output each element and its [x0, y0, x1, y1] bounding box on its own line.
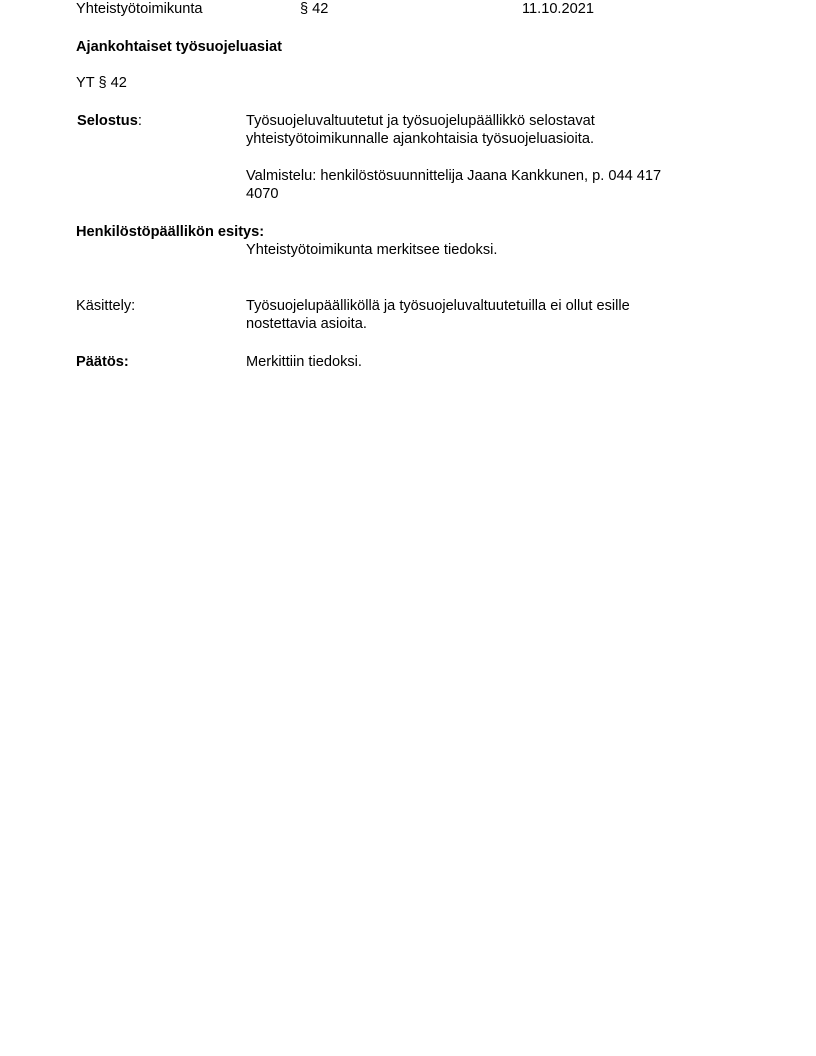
header-date: 11.10.2021	[522, 1, 594, 17]
kasittely-line-1: Työsuojelupäälliköllä ja työsuojeluvaltuutetuilla ei ollut esille	[246, 298, 630, 314]
header-committee: Yhteistyötoimikunta	[76, 1, 203, 17]
selostus-label-colon: :	[137, 113, 142, 129]
document-title: Ajankohtaiset työsuojeluasiat	[76, 39, 282, 55]
proposal-label: Henkilöstöpäällikön esitys:	[76, 224, 265, 240]
selostus-label	[77, 112, 142, 130]
decision-label: Päätös:	[76, 354, 129, 370]
proposal-text: Yhteistyötoimikunta merkitsee tiedoksi.	[246, 242, 498, 258]
kasittely-label: Käsittely:	[76, 298, 136, 314]
selostus-text: Työsuojeluvaltuutetut ja työsuojelupäällikkö selostavat yhteistyötoimikunnalle ajankohtaisia työsuojeluasioita.	[246, 113, 595, 147]
selostus-label-text: Selostus	[77, 113, 138, 129]
preparer-line-1: Valmistelu: henkilöstösuunnittelija Jaana Kankkunen, p. 044 417	[246, 168, 662, 184]
header-section: § 42	[300, 1, 329, 17]
kasittely-line-2: nostettavia asioita.	[246, 316, 367, 332]
section-reference: YT § 42	[76, 75, 127, 91]
decision-text: Merkittiin tiedoksi.	[246, 354, 362, 370]
preparer-line-2: 4070	[246, 186, 279, 202]
